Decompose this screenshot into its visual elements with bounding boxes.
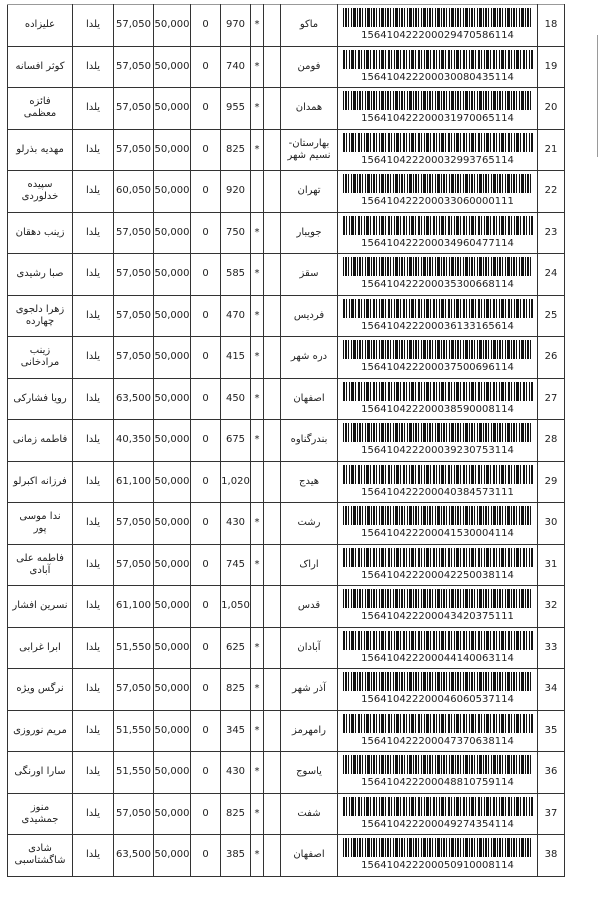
weight-cell: 585 — [221, 254, 251, 296]
base-amount-cell: 50,000 — [154, 461, 191, 503]
row-index-cell: 25 — [538, 295, 565, 337]
table-row — [8, 378, 565, 420]
zero-amount-cell: 0 — [191, 752, 221, 794]
barcode-cell — [338, 544, 538, 586]
table-row — [8, 752, 565, 794]
table-row — [8, 544, 565, 586]
table-row — [8, 88, 565, 130]
barcode-icon — [343, 216, 533, 235]
star-flag-cell: * — [251, 503, 264, 545]
table-row — [8, 337, 565, 379]
service-cell: یلدا — [73, 752, 114, 794]
base-amount-cell: 50,000 — [154, 627, 191, 669]
star-flag-cell: * — [251, 710, 264, 752]
barcode-number: 156410422200049274354114 — [361, 818, 514, 830]
total-cell: 63,500 — [114, 378, 154, 420]
table-row — [8, 46, 565, 88]
zero-amount-cell: 0 — [191, 171, 221, 213]
weight-cell: 625 — [221, 627, 251, 669]
barcode-cell — [338, 46, 538, 88]
barcode-cell — [338, 295, 538, 337]
base-amount-cell: 50,000 — [154, 46, 191, 88]
total-cell: 51,550 — [114, 752, 154, 794]
table-row — [8, 420, 565, 462]
weight-cell: 345 — [221, 710, 251, 752]
total-cell: 51,550 — [114, 627, 154, 669]
recipient-cell: سپیده خدلوردی — [8, 171, 73, 213]
barcode-cell — [338, 461, 538, 503]
row-index-cell: 21 — [538, 129, 565, 171]
recipient-cell: مریم نوروزی — [8, 710, 73, 752]
table-row — [8, 503, 565, 545]
barcode-number: 156410422200046060537114 — [361, 694, 514, 706]
barcode-cell — [338, 710, 538, 752]
service-cell: یلدا — [73, 46, 114, 88]
service-cell: یلدا — [73, 586, 114, 628]
weight-cell: 430 — [221, 752, 251, 794]
total-cell: 57,050 — [114, 337, 154, 379]
city-cell: ماکو — [281, 5, 338, 47]
city-cell: آبادان — [281, 627, 338, 669]
barcode-icon — [343, 257, 533, 276]
recipient-cell: مهدیه بذرلو — [8, 129, 73, 171]
star-flag-cell — [251, 171, 264, 213]
barcode-icon — [343, 174, 533, 193]
star-flag-cell: * — [251, 669, 264, 711]
zero-amount-cell: 0 — [191, 710, 221, 752]
empty-flag-cell — [264, 212, 281, 254]
weight-cell: 1,020 — [221, 461, 251, 503]
total-cell: 57,050 — [114, 295, 154, 337]
barcode-icon — [343, 91, 533, 110]
empty-flag-cell — [264, 793, 281, 835]
weight-cell: 970 — [221, 5, 251, 47]
service-cell: یلدا — [73, 295, 114, 337]
weight-cell: 955 — [221, 88, 251, 130]
recipient-cell: فاطمه علی آبادی — [8, 544, 73, 586]
recipient-cell: نرگس ویژه — [8, 669, 73, 711]
service-cell: یلدا — [73, 254, 114, 296]
barcode-number: 156410422200031970065114 — [361, 113, 514, 125]
row-index-cell: 22 — [538, 171, 565, 213]
barcode-icon — [343, 423, 533, 442]
total-cell: 57,050 — [114, 46, 154, 88]
barcode-number: 156410422200047370638114 — [361, 735, 514, 747]
service-cell: یلدا — [73, 5, 114, 47]
weight-cell: 745 — [221, 544, 251, 586]
barcode-cell — [338, 669, 538, 711]
empty-flag-cell — [264, 88, 281, 130]
barcode-cell — [338, 503, 538, 545]
empty-flag-cell — [264, 503, 281, 545]
barcode-icon — [343, 8, 533, 27]
barcode-cell — [338, 586, 538, 628]
base-amount-cell: 50,000 — [154, 129, 191, 171]
barcode-icon — [343, 548, 533, 567]
star-flag-cell: * — [251, 378, 264, 420]
total-cell: 57,050 — [114, 129, 154, 171]
empty-flag-cell — [264, 461, 281, 503]
row-index-cell: 24 — [538, 254, 565, 296]
service-cell: یلدا — [73, 627, 114, 669]
zero-amount-cell: 0 — [191, 378, 221, 420]
star-flag-cell: * — [251, 254, 264, 296]
table-row — [8, 669, 565, 711]
barcode-number: 156410422200042250038114 — [361, 569, 514, 581]
total-cell: 57,050 — [114, 669, 154, 711]
table-row — [8, 212, 565, 254]
total-cell: 57,050 — [114, 503, 154, 545]
empty-flag-cell — [264, 710, 281, 752]
row-index-cell: 26 — [538, 337, 565, 379]
barcode-cell — [338, 793, 538, 835]
empty-flag-cell — [264, 420, 281, 462]
barcode-cell — [338, 88, 538, 130]
star-flag-cell: * — [251, 129, 264, 171]
barcode-number: 156410422200035300668114 — [361, 279, 514, 291]
row-index-cell: 37 — [538, 793, 565, 835]
recipient-cell: کوثر افسانه — [8, 46, 73, 88]
zero-amount-cell: 0 — [191, 793, 221, 835]
total-cell: 57,050 — [114, 544, 154, 586]
barcode-number: 156410422200048810759114 — [361, 777, 514, 789]
base-amount-cell: 50,000 — [154, 337, 191, 379]
barcode-cell — [338, 627, 538, 669]
base-amount-cell: 50,000 — [154, 752, 191, 794]
total-cell: 61,100 — [114, 461, 154, 503]
star-flag-cell: * — [251, 627, 264, 669]
table-row — [8, 171, 565, 213]
total-cell: 57,050 — [114, 254, 154, 296]
weight-cell: 450 — [221, 378, 251, 420]
total-cell: 51,550 — [114, 710, 154, 752]
base-amount-cell: 50,000 — [154, 254, 191, 296]
star-flag-cell: * — [251, 420, 264, 462]
barcode-cell — [338, 835, 538, 877]
city-cell: شفت — [281, 793, 338, 835]
total-cell: 40,350 — [114, 420, 154, 462]
empty-flag-cell — [264, 171, 281, 213]
table-row — [8, 5, 565, 47]
city-cell: یاسوج — [281, 752, 338, 794]
service-cell: یلدا — [73, 710, 114, 752]
service-cell: یلدا — [73, 793, 114, 835]
star-flag-cell: * — [251, 337, 264, 379]
recipient-cell: زهرا دلجوی چهارده — [8, 295, 73, 337]
city-cell: جویبار — [281, 212, 338, 254]
row-index-cell: 23 — [538, 212, 565, 254]
barcode-icon — [343, 340, 533, 359]
base-amount-cell: 50,000 — [154, 503, 191, 545]
total-cell: 57,050 — [114, 793, 154, 835]
zero-amount-cell: 0 — [191, 88, 221, 130]
barcode-icon — [343, 755, 533, 774]
base-amount-cell: 50,000 — [154, 88, 191, 130]
weight-cell: 675 — [221, 420, 251, 462]
barcode-cell — [338, 171, 538, 213]
barcode-number: 156410422200050910008114 — [361, 860, 514, 872]
empty-flag-cell — [264, 627, 281, 669]
recipient-cell: شادی شاگشتاسبی — [8, 835, 73, 877]
row-index-cell: 18 — [538, 5, 565, 47]
city-cell: هیدج — [281, 461, 338, 503]
base-amount-cell: 50,000 — [154, 420, 191, 462]
barcode-number: 156410422200039230753114 — [361, 445, 514, 457]
zero-amount-cell: 0 — [191, 420, 221, 462]
row-index-cell: 34 — [538, 669, 565, 711]
recipient-cell: منوز جمشیدی — [8, 793, 73, 835]
zero-amount-cell: 0 — [191, 129, 221, 171]
city-cell: رامهرمز — [281, 710, 338, 752]
table-row — [8, 295, 565, 337]
row-index-cell: 29 — [538, 461, 565, 503]
base-amount-cell: 50,000 — [154, 544, 191, 586]
recipient-cell: ابرا غرابی — [8, 627, 73, 669]
empty-flag-cell — [264, 544, 281, 586]
barcode-icon — [343, 672, 533, 691]
base-amount-cell: 50,000 — [154, 212, 191, 254]
city-cell: فومن — [281, 46, 338, 88]
zero-amount-cell: 0 — [191, 461, 221, 503]
weight-cell: 430 — [221, 503, 251, 545]
star-flag-cell: * — [251, 793, 264, 835]
city-cell: دره شهر — [281, 337, 338, 379]
empty-flag-cell — [264, 669, 281, 711]
zero-amount-cell: 0 — [191, 5, 221, 47]
city-cell: تهران — [281, 171, 338, 213]
barcode-icon — [343, 133, 533, 152]
weight-cell: 825 — [221, 129, 251, 171]
barcode-cell — [338, 752, 538, 794]
recipient-cell: فاطمه زمانی — [8, 420, 73, 462]
recipient-cell: نسرین افشار — [8, 586, 73, 628]
zero-amount-cell: 0 — [191, 212, 221, 254]
row-index-cell: 28 — [538, 420, 565, 462]
barcode-cell — [338, 378, 538, 420]
city-cell: آذر شهر — [281, 669, 338, 711]
barcode-number: 156410422200044140063114 — [361, 652, 514, 664]
base-amount-cell: 50,000 — [154, 171, 191, 213]
barcode-icon — [343, 299, 533, 318]
service-cell: یلدا — [73, 88, 114, 130]
barcode-number: 156410422200041530004114 — [361, 528, 514, 540]
recipient-cell: فرزانه اکبرلو — [8, 461, 73, 503]
service-cell: یلدا — [73, 337, 114, 379]
barcode-icon — [343, 506, 533, 525]
zero-amount-cell: 0 — [191, 627, 221, 669]
service-cell: یلدا — [73, 461, 114, 503]
recipient-cell: علیزاده — [8, 5, 73, 47]
city-cell: همدان — [281, 88, 338, 130]
recipient-cell: زینب دهقان — [8, 212, 73, 254]
table-row — [8, 586, 565, 628]
shipment-table — [7, 4, 565, 877]
service-cell: یلدا — [73, 129, 114, 171]
total-cell: 57,050 — [114, 5, 154, 47]
city-cell: بهارستان- نسیم شهر — [281, 129, 338, 171]
barcode-icon — [343, 382, 533, 401]
table-row — [8, 710, 565, 752]
service-cell: یلدا — [73, 420, 114, 462]
base-amount-cell: 50,000 — [154, 710, 191, 752]
total-cell: 57,050 — [114, 212, 154, 254]
service-cell: یلدا — [73, 378, 114, 420]
barcode-number: 156410422200030080435114 — [361, 71, 514, 83]
base-amount-cell: 50,000 — [154, 378, 191, 420]
city-cell: بندرگناوه — [281, 420, 338, 462]
recipient-cell: سارا اورنگی — [8, 752, 73, 794]
recipient-cell: ندا موسی پور — [8, 503, 73, 545]
star-flag-cell: * — [251, 212, 264, 254]
table-row — [8, 627, 565, 669]
row-index-cell: 32 — [538, 586, 565, 628]
star-flag-cell — [251, 461, 264, 503]
base-amount-cell: 50,000 — [154, 295, 191, 337]
barcode-cell — [338, 337, 538, 379]
zero-amount-cell: 0 — [191, 586, 221, 628]
weight-cell: 470 — [221, 295, 251, 337]
empty-flag-cell — [264, 254, 281, 296]
row-index-cell: 19 — [538, 46, 565, 88]
empty-flag-cell — [264, 586, 281, 628]
weight-cell: 750 — [221, 212, 251, 254]
city-cell: قدس — [281, 586, 338, 628]
barcode-icon — [343, 465, 533, 484]
barcode-number: 156410422200029470586114 — [361, 30, 514, 42]
city-cell: اراک — [281, 544, 338, 586]
barcode-icon — [343, 838, 533, 857]
star-flag-cell: * — [251, 5, 264, 47]
row-index-cell: 27 — [538, 378, 565, 420]
barcode-number: 156410422200037500696114 — [361, 362, 514, 374]
shipment-table-body — [8, 5, 565, 877]
empty-flag-cell — [264, 295, 281, 337]
star-flag-cell: * — [251, 295, 264, 337]
weight-cell: 825 — [221, 669, 251, 711]
zero-amount-cell: 0 — [191, 835, 221, 877]
service-cell: یلدا — [73, 503, 114, 545]
zero-amount-cell: 0 — [191, 337, 221, 379]
star-flag-cell: * — [251, 835, 264, 877]
city-cell: اصفهان — [281, 378, 338, 420]
star-flag-cell: * — [251, 752, 264, 794]
barcode-cell — [338, 420, 538, 462]
star-flag-cell: * — [251, 544, 264, 586]
barcode-number: 156410422200043420375111 — [361, 611, 514, 623]
table-row — [8, 835, 565, 877]
barcode-icon — [343, 714, 533, 733]
barcode-icon — [343, 50, 533, 69]
zero-amount-cell: 0 — [191, 295, 221, 337]
city-cell: رشت — [281, 503, 338, 545]
barcode-icon — [343, 631, 533, 650]
recipient-cell: زینب مرادخانی — [8, 337, 73, 379]
star-flag-cell: * — [251, 46, 264, 88]
row-index-cell: 20 — [538, 88, 565, 130]
recipient-cell: فائزه معظمی — [8, 88, 73, 130]
base-amount-cell: 50,000 — [154, 669, 191, 711]
barcode-number: 156410422200036133165614 — [361, 320, 514, 332]
row-index-cell: 36 — [538, 752, 565, 794]
barcode-cell — [338, 254, 538, 296]
row-index-cell: 30 — [538, 503, 565, 545]
total-cell: 57,050 — [114, 88, 154, 130]
row-index-cell: 35 — [538, 710, 565, 752]
barcode-cell — [338, 5, 538, 47]
table-row — [8, 129, 565, 171]
zero-amount-cell: 0 — [191, 669, 221, 711]
recipient-cell: صبا رشیدی — [8, 254, 73, 296]
city-cell: اصفهان — [281, 835, 338, 877]
barcode-cell — [338, 212, 538, 254]
base-amount-cell: 50,000 — [154, 835, 191, 877]
city-cell: سقز — [281, 254, 338, 296]
barcode-icon — [343, 589, 533, 608]
barcode-number: 156410422200038590008114 — [361, 403, 514, 415]
barcode-cell — [338, 129, 538, 171]
barcode-number: 156410422200034960477114 — [361, 237, 514, 249]
barcode-number: 156410422200040384573111 — [361, 486, 514, 498]
zero-amount-cell: 0 — [191, 503, 221, 545]
base-amount-cell: 50,000 — [154, 793, 191, 835]
base-amount-cell: 50,000 — [154, 5, 191, 47]
star-flag-cell — [251, 586, 264, 628]
empty-flag-cell — [264, 5, 281, 47]
row-index-cell: 33 — [538, 627, 565, 669]
weight-cell: 740 — [221, 46, 251, 88]
empty-flag-cell — [264, 835, 281, 877]
total-cell: 61,100 — [114, 586, 154, 628]
service-cell: یلدا — [73, 669, 114, 711]
empty-flag-cell — [264, 378, 281, 420]
empty-flag-cell — [264, 337, 281, 379]
empty-flag-cell — [264, 129, 281, 171]
weight-cell: 1,050 — [221, 586, 251, 628]
star-flag-cell: * — [251, 88, 264, 130]
service-cell: یلدا — [73, 544, 114, 586]
weight-cell: 385 — [221, 835, 251, 877]
barcode-number: 156410422200033060000111 — [361, 196, 514, 208]
empty-flag-cell — [264, 752, 281, 794]
base-amount-cell: 50,000 — [154, 586, 191, 628]
zero-amount-cell: 0 — [191, 254, 221, 296]
total-cell: 63,500 — [114, 835, 154, 877]
service-cell: یلدا — [73, 171, 114, 213]
service-cell: یلدا — [73, 835, 114, 877]
recipient-cell: رویا فشارکی — [8, 378, 73, 420]
weight-cell: 825 — [221, 793, 251, 835]
service-cell: یلدا — [73, 212, 114, 254]
zero-amount-cell: 0 — [191, 46, 221, 88]
table-row — [8, 793, 565, 835]
row-index-cell: 38 — [538, 835, 565, 877]
weight-cell: 415 — [221, 337, 251, 379]
city-cell: فردیس — [281, 295, 338, 337]
barcode-number: 156410422200032993765114 — [361, 154, 514, 166]
weight-cell: 920 — [221, 171, 251, 213]
zero-amount-cell: 0 — [191, 544, 221, 586]
table-row — [8, 461, 565, 503]
total-cell: 60,050 — [114, 171, 154, 213]
barcode-icon — [343, 797, 533, 816]
page-edge-line — [597, 35, 598, 157]
table-row — [8, 254, 565, 296]
empty-flag-cell — [264, 46, 281, 88]
row-index-cell: 31 — [538, 544, 565, 586]
